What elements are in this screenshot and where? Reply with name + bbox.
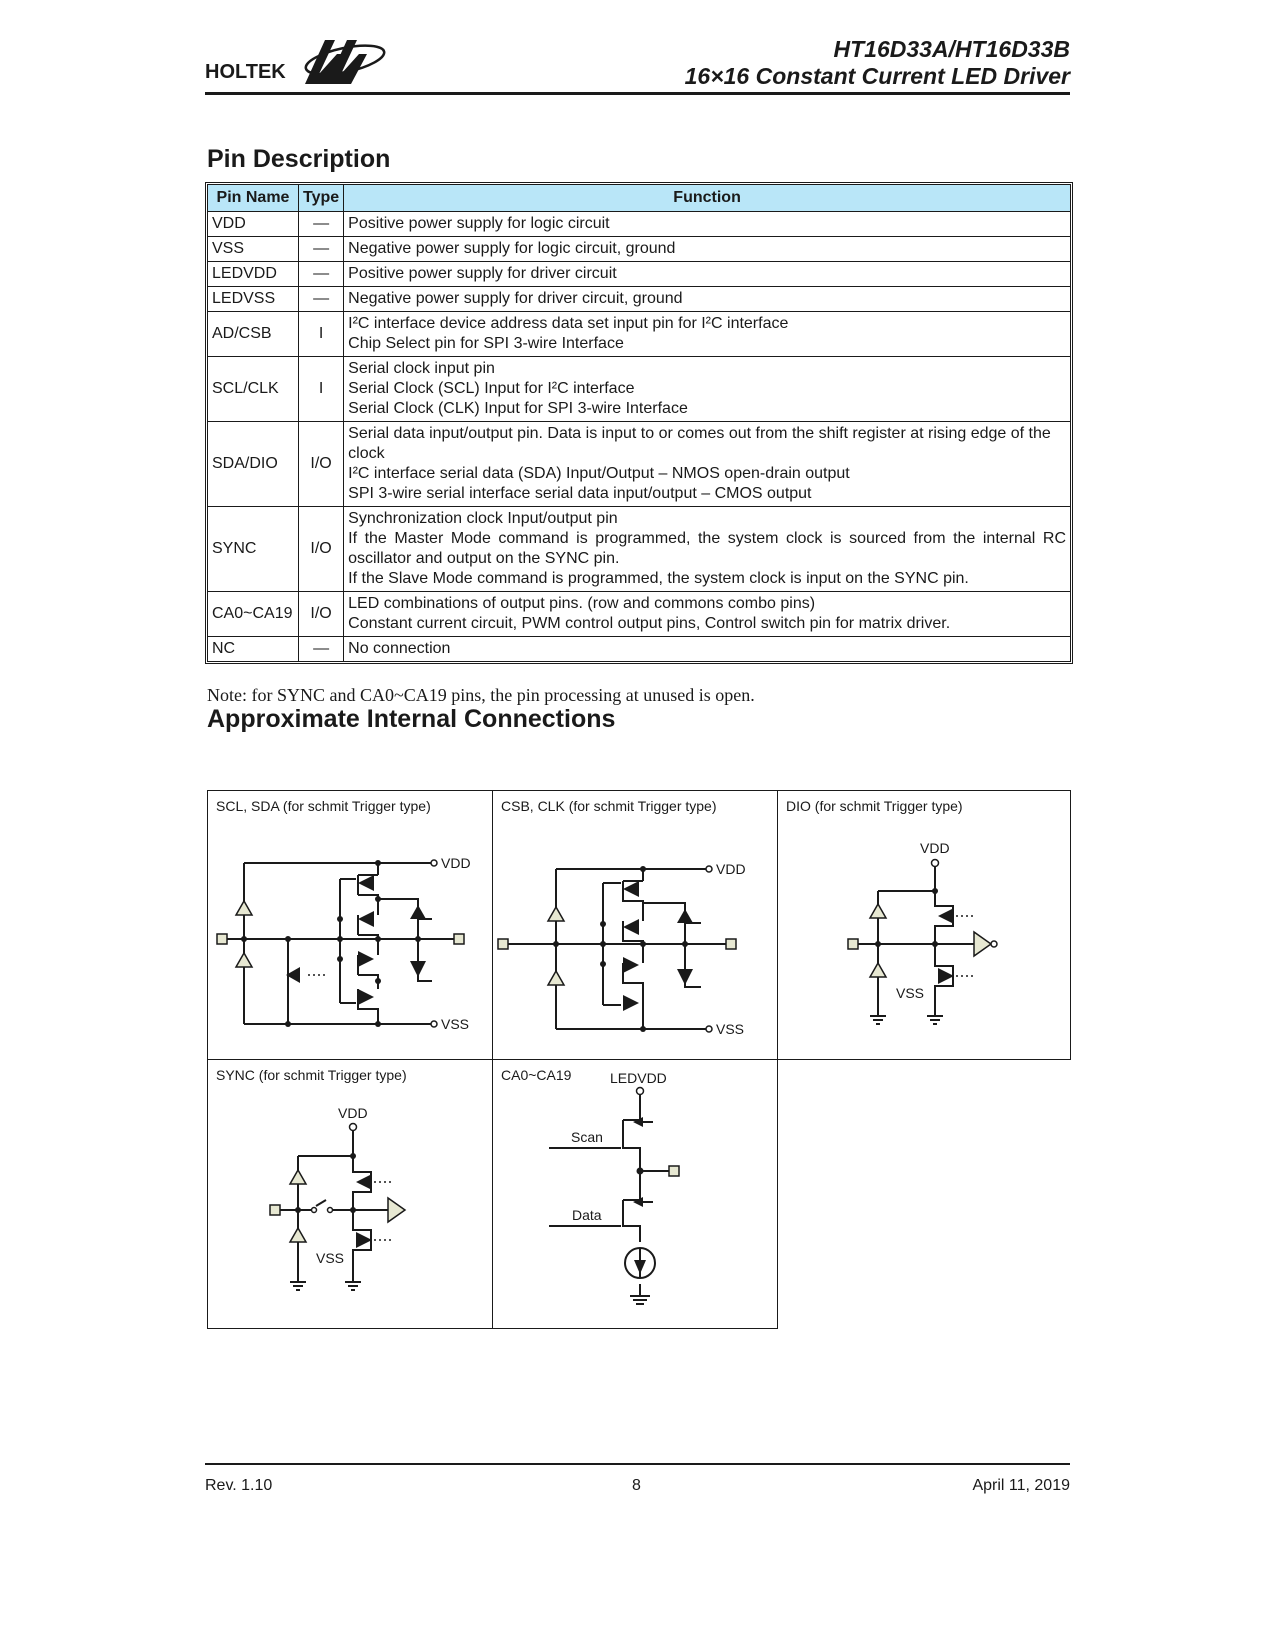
pin-type-cell: I/O <box>299 507 344 592</box>
pin-description-table <box>207 184 1071 662</box>
footer-revision: Rev. 1.10 <box>205 1477 273 1494</box>
pin-description-heading: Pin Description <box>207 145 391 173</box>
pin-function-cell <box>344 212 1071 237</box>
pin-name-cell: VSS <box>208 237 299 262</box>
col-header-function: Function <box>344 185 1071 212</box>
function-line: Serial Clock (CLK) Input for SPI 3-wire Interface <box>348 400 688 417</box>
function-line: Negative power supply for driver circuit, ground <box>348 290 683 307</box>
caption-dio: DIO (for schmit Trigger type) <box>786 798 963 814</box>
schematic-csb-clk <box>493 791 779 1061</box>
function-line: I²C interface serial data (SDA) Input/Output – NMOS open-drain output <box>348 465 850 482</box>
function-line: Chip Select pin for SPI 3-wire Interface <box>348 335 624 352</box>
function-line: Synchronization clock Input/output pin <box>348 510 618 527</box>
pin-function-cell <box>344 592 1071 637</box>
label-data: Data <box>572 1207 602 1223</box>
function-line: Positive power supply for driver circuit <box>348 265 617 282</box>
pin-name-cell: SDA/DIO <box>208 422 299 507</box>
table-row <box>208 637 1071 662</box>
footer-rule <box>205 1463 1070 1465</box>
caption-ca: CA0~CA19 <box>501 1067 572 1083</box>
pin-name-cell: AD/CSB <box>208 312 299 357</box>
table-row <box>208 507 1071 592</box>
label-vss: VSS <box>716 1021 745 1037</box>
pin-function-cell <box>344 237 1071 262</box>
schematic-ca <box>493 1060 779 1330</box>
circuit-csb-clk <box>492 790 778 1060</box>
pin-note: Note: for SYNC and CA0~CA19 pins, the pin processing at unused is open. <box>207 685 755 705</box>
function-line: Serial data input/output pin. Data is input to or comes out from the shift register at rising edge of the clock <box>348 425 1051 462</box>
pin-type-cell: I <box>299 312 344 357</box>
label-ledvdd: LEDVDD <box>610 1070 667 1086</box>
table-row <box>208 237 1071 262</box>
pin-type-cell: I <box>299 357 344 422</box>
pin-name-cell: LEDVSS <box>208 287 299 312</box>
pin-type-cell: — <box>299 212 344 237</box>
circuit-scl-sda <box>207 790 493 1060</box>
function-line: Negative power supply for logic circuit, ground <box>348 240 676 257</box>
function-line: LED combinations of output pins. (row and commons combo pins) <box>348 595 816 612</box>
label-vss: VSS <box>316 1250 345 1266</box>
function-line: If the Master Mode command is programmed, the system clock is sourced from the internal RC oscillator and output on the SYNC pin. <box>348 530 1066 567</box>
table-row <box>208 287 1071 312</box>
pin-type-cell: — <box>299 287 344 312</box>
caption-sync: SYNC (for schmit Trigger type) <box>216 1067 407 1083</box>
label-scan: Scan <box>571 1129 603 1145</box>
function-line: Serial clock input pin <box>348 360 495 377</box>
caption-scl-sda: SCL, SDA (for schmit Trigger type) <box>216 798 431 814</box>
table-row <box>208 357 1071 422</box>
col-header-pin-name: Pin Name <box>208 185 299 212</box>
schematic-sync <box>208 1060 494 1330</box>
label-vss: VSS <box>896 985 925 1001</box>
col-header-type: Type <box>299 185 344 212</box>
pin-type-cell: — <box>299 237 344 262</box>
circuit-ca <box>492 1059 778 1329</box>
pin-type-cell: I/O <box>299 422 344 507</box>
label-vdd: VDD <box>338 1105 368 1121</box>
table-row <box>208 262 1071 287</box>
pin-type-cell: — <box>299 637 344 662</box>
table-header-row <box>208 185 1071 212</box>
header-rule <box>205 92 1070 95</box>
pin-name-cell: SYNC <box>208 507 299 592</box>
function-line: I²C interface device address data set input pin for I²C interface <box>348 315 789 332</box>
pin-function-cell <box>344 262 1071 287</box>
doc-subtitle: 16×16 Constant Current LED Driver <box>684 63 1070 89</box>
pin-function-cell <box>344 422 1071 507</box>
table-row <box>208 422 1071 507</box>
pin-name-cell: LEDVDD <box>208 262 299 287</box>
header-titles <box>685 36 1070 90</box>
pin-type-cell: — <box>299 262 344 287</box>
table-row <box>208 592 1071 637</box>
circuit-sync <box>207 1059 493 1329</box>
function-line: Positive power supply for logic circuit <box>348 215 610 232</box>
pin-name-cell: CA0~CA19 <box>208 592 299 637</box>
connections-heading: Approximate Internal Connections <box>207 705 616 733</box>
label-vdd: VDD <box>441 855 471 871</box>
pin-function-cell <box>344 287 1071 312</box>
footer-page-number: 8 <box>632 1477 641 1494</box>
label-vdd: VDD <box>716 861 746 877</box>
pin-name-cell: NC <box>208 637 299 662</box>
caption-csb-clk: CSB, CLK (for schmit Trigger type) <box>501 798 717 814</box>
pin-function-cell <box>344 507 1071 592</box>
holtek-logo <box>205 30 395 90</box>
schematic-dio <box>778 791 1072 1061</box>
pin-name-cell: VDD <box>208 212 299 237</box>
schematic-scl-sda <box>208 791 494 1061</box>
pin-function-cell <box>344 312 1071 357</box>
label-vss: VSS <box>441 1016 470 1032</box>
pin-function-cell <box>344 357 1071 422</box>
pin-name-cell: SCL/CLK <box>208 357 299 422</box>
table-row <box>208 212 1071 237</box>
pin-type-cell: I/O <box>299 592 344 637</box>
footer-date: April 11, 2019 <box>972 1477 1070 1494</box>
part-number: HT16D33A/HT16D33B <box>833 36 1070 62</box>
pin-function-cell <box>344 637 1071 662</box>
label-vdd: VDD <box>920 840 950 856</box>
function-line: If the Slave Mode command is programmed, the system clock is input on the SYNC pin. <box>348 570 969 587</box>
logo-text: HOLTEK <box>205 61 286 83</box>
function-line: Constant current circuit, PWM control output pins, Control switch pin for matrix driver. <box>348 615 951 632</box>
function-line: Serial Clock (SCL) Input for I²C interface <box>348 380 635 397</box>
function-line: SPI 3-wire serial interface serial data input/output – CMOS output <box>348 485 812 502</box>
circuit-dio <box>777 790 1071 1060</box>
function-line: No connection <box>348 640 451 657</box>
table-row <box>208 312 1071 357</box>
